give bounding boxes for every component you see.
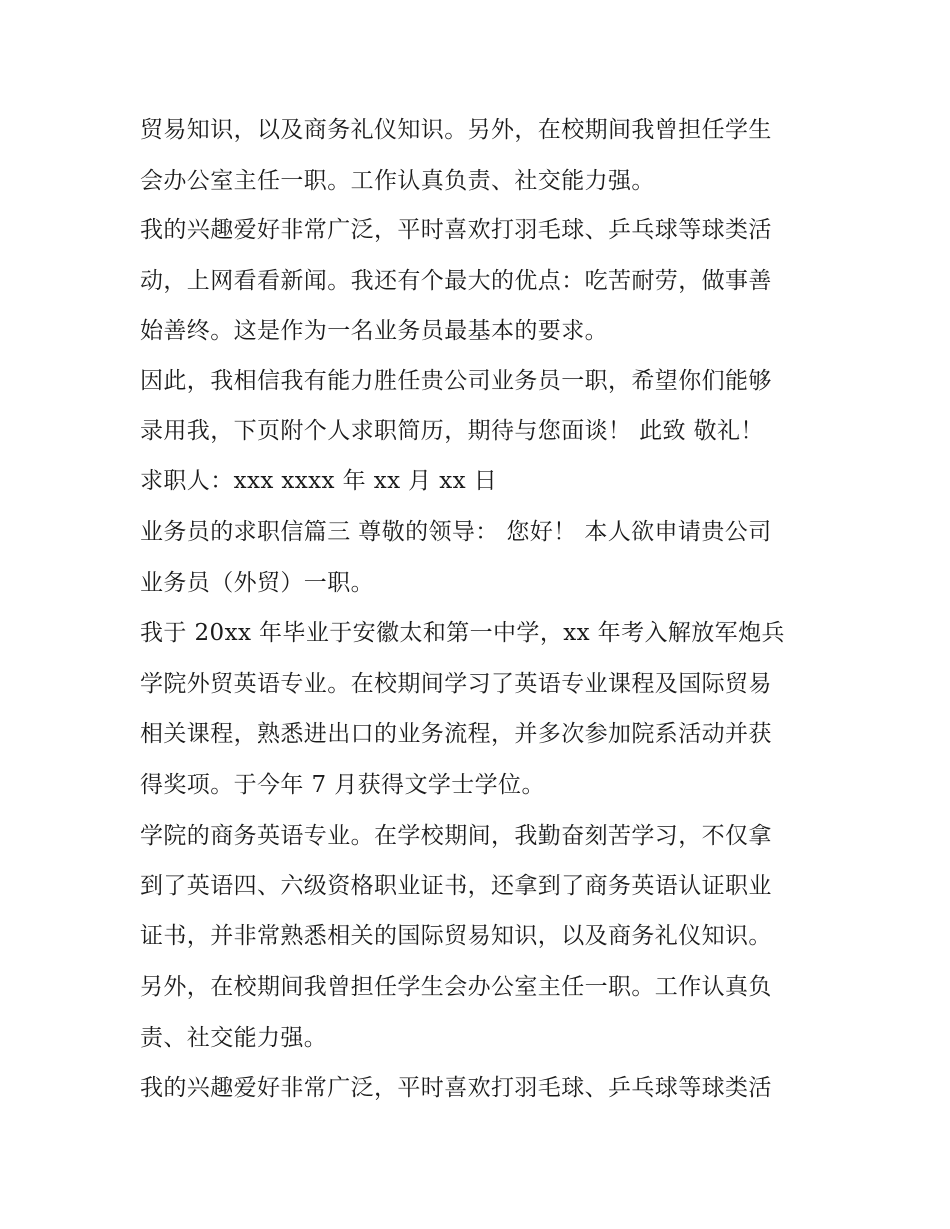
text-line: 贸易知识，以及商务礼仪知识。另外，在校期间我曾担任学生 (140, 117, 772, 143)
text-line: 会办公室主任一职。工作认真负责、社交能力强。 (140, 168, 655, 194)
text-line: 始善终。这是作为一名业务员最基本的要求。 (140, 318, 608, 344)
text-line: 因此，我相信我有能力胜任贵公司业务员一职，希望你们能够 (140, 368, 772, 394)
text-line: 业务员的求职信篇三 尊敬的领导： 您好！ 本人欲申请贵公司 (140, 519, 772, 545)
text-line: 动，上网看看新闻。我还有个最大的优点：吃苦耐劳，做事善 (140, 268, 772, 294)
text-line: 学院的商务英语专业。在学校期间，我勤奋刻苦学习，不仅拿 (140, 823, 772, 849)
text-line: 另外，在校期间我曾担任学生会办公室主任一职。工作认真负 (140, 974, 772, 1000)
text-line: 我的兴趣爱好非常广泛，平时喜欢打羽毛球、乒乓球等球类活 (140, 1075, 772, 1101)
text-line: 录用我，下页附个人求职简历，期待与您面谈！ 此致 敬礼！ (140, 418, 764, 444)
text-line: 业务员（外贸）一职。 (140, 570, 374, 596)
text-line: 责、社交能力强。 (140, 1025, 328, 1051)
text-line: 学院外贸英语专业。在校期间学习了英语专业课程及国际贸易 (140, 671, 772, 697)
text-line: 证书，并非常熟悉相关的国际贸易知识，以及商务礼仪知识。 (140, 923, 772, 949)
text-line: 求职人：xxx xxxx 年 xx 月 xx 日 (140, 468, 498, 494)
text-line: 我的兴趣爱好非常广泛，平时喜欢打羽毛球、乒乓球等球类活 (140, 217, 772, 243)
text-line: 到了英语四、六级资格职业证书，还拿到了商务英语认证职业 (140, 873, 772, 899)
text-line: 相关课程，熟悉进出口的业务流程，并多次参加院系活动并获 (140, 721, 772, 747)
text-line: 得奖项。于今年 7 月获得文学士学位。 (140, 772, 545, 798)
text-line: 我于 20xx 年毕业于安徽太和第一中学，xx 年考入解放军炮兵 (140, 620, 785, 646)
